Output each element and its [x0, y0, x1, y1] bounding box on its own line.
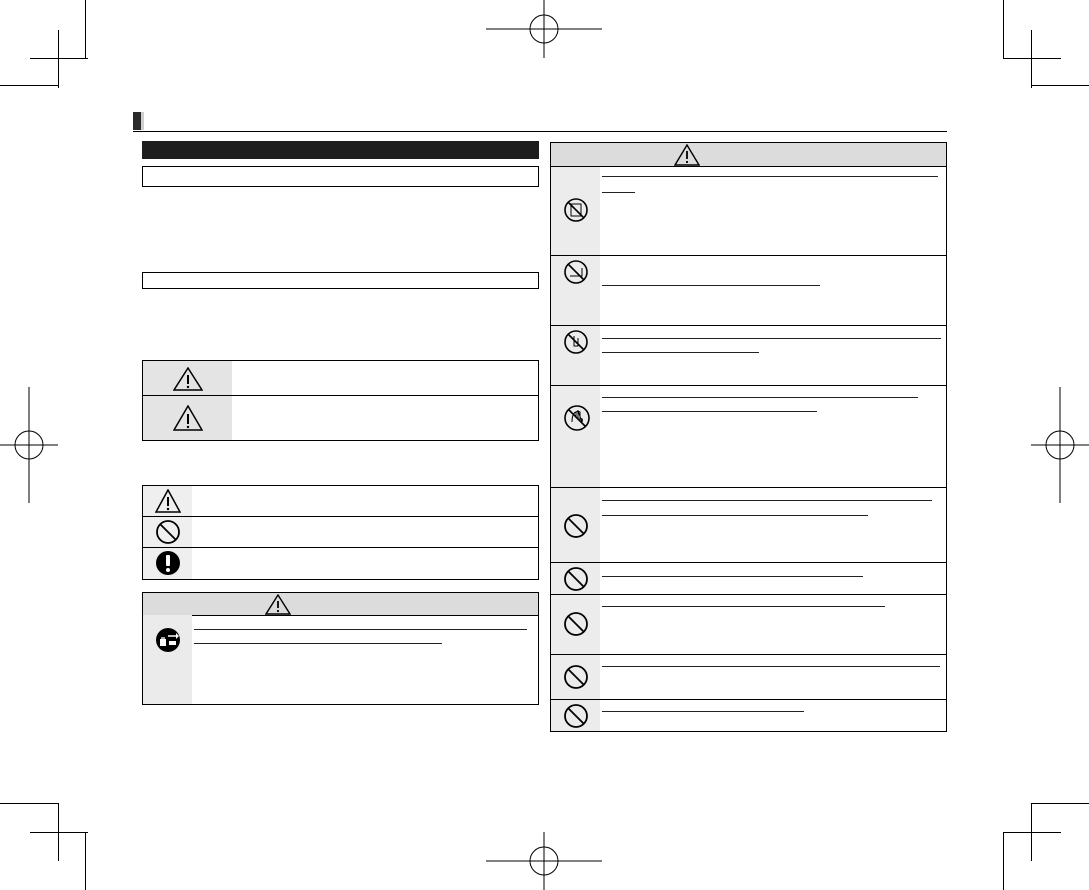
crop-mark [1003, 832, 1004, 890]
text-line [602, 500, 932, 501]
subsection-heading-box [142, 272, 539, 289]
registration-target-left [0, 387, 58, 503]
symbol-legend-table [142, 485, 539, 580]
text-line [602, 338, 941, 339]
prohibition-circle-icon [563, 664, 589, 690]
no-wet-place-icon [563, 259, 589, 285]
section-marker-accent [141, 112, 144, 130]
no-wet-hands-icon [563, 404, 591, 432]
warning-list [550, 166, 947, 732]
registration-target-top [486, 0, 602, 58]
row-divider [551, 325, 946, 326]
text-line [602, 397, 918, 398]
icon-column [551, 167, 600, 731]
no-disassembly-icon [563, 197, 589, 223]
prohibition-circle-icon [563, 611, 589, 637]
text-line [602, 666, 940, 667]
row-divider [551, 594, 946, 595]
prohibition-circle-icon [155, 519, 181, 545]
row-divider [551, 699, 946, 700]
text-line [602, 411, 817, 412]
row-divider [551, 385, 946, 386]
prohibition-circle-icon [563, 703, 589, 729]
warning-header [142, 592, 539, 616]
text-line [602, 285, 820, 286]
warning-triangle-icon [674, 144, 700, 166]
crop-mark [1003, 0, 1004, 58]
prohibition-circle-icon [563, 513, 589, 539]
exclamation-circle-icon [155, 550, 181, 576]
warning-triangle-icon [155, 489, 181, 513]
crop-mark [85, 832, 86, 890]
crop-mark [0, 85, 58, 86]
table-divider [143, 547, 538, 548]
crop-mark [30, 832, 88, 833]
crop-mark [85, 0, 86, 58]
prohibition-circle-icon [563, 566, 589, 592]
text-line [602, 192, 635, 193]
warning-triangle-icon [173, 367, 203, 391]
crop-mark [58, 30, 59, 88]
crop-mark [1031, 803, 1089, 804]
row-divider [551, 654, 946, 655]
row-divider [551, 487, 946, 488]
crop-mark [1003, 58, 1061, 59]
crop-mark [1031, 30, 1032, 88]
text-line [602, 515, 868, 516]
warning-triangle-icon [173, 405, 203, 431]
text-line [602, 711, 804, 712]
row-divider [551, 255, 946, 256]
text-line [602, 606, 885, 607]
no-touch-icon [563, 329, 589, 355]
warning-header [550, 142, 947, 167]
registration-target-right [1031, 387, 1089, 503]
unplug-icon [155, 627, 181, 653]
warning-triangle-icon [265, 594, 291, 615]
safety-title-bar [142, 141, 539, 159]
crop-mark [1031, 85, 1089, 86]
section-rule [133, 131, 947, 132]
warning-body [142, 615, 539, 705]
text-line [194, 643, 442, 644]
crop-mark [30, 58, 88, 59]
registration-target-bottom [486, 832, 602, 890]
subsection-heading-box [142, 166, 539, 187]
crop-mark [1003, 832, 1061, 833]
table-divider [143, 395, 538, 396]
text-line [602, 576, 863, 577]
text-line [602, 176, 938, 177]
section-marker [133, 112, 141, 130]
table-divider [143, 516, 538, 517]
signal-word-table [142, 360, 539, 441]
row-divider [551, 562, 946, 563]
crop-mark [0, 803, 58, 804]
text-line [602, 352, 759, 353]
text-line [194, 629, 527, 630]
